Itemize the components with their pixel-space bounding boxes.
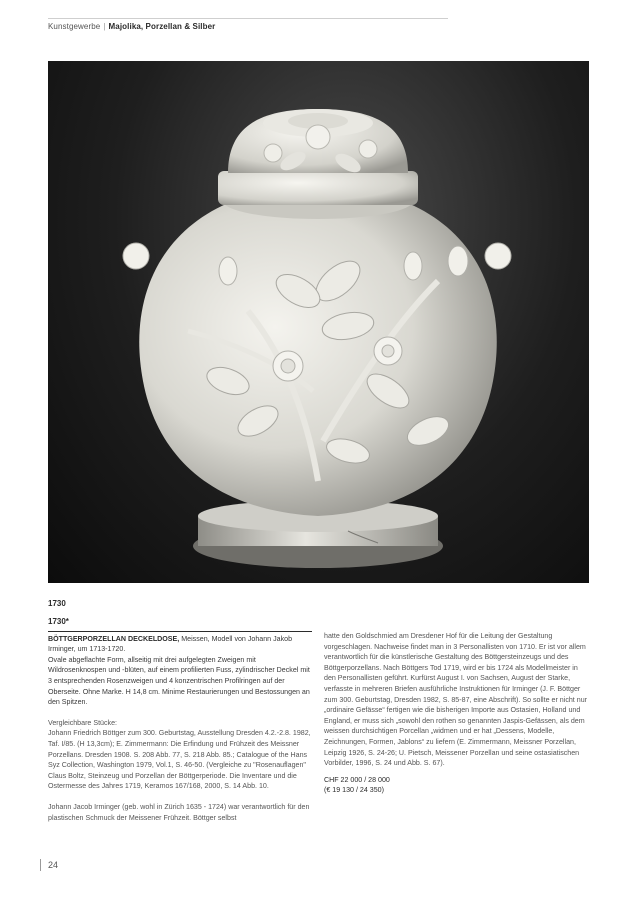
header-separator: |	[103, 22, 106, 31]
price-chf: CHF 22 000 / 28 000	[324, 775, 390, 784]
lot-title-rest: Meissen, Modell von Johann Jakob Irminger, um 1713-1720.	[48, 634, 293, 654]
footer-rule	[40, 859, 41, 871]
page-number: 24	[48, 860, 59, 870]
continued-text: hatte den Goldschmied am Dresdener Hof für die Leitung der Gestaltung vorgeschlagen. Nachweise findet man in 3 Personallisten von 1710. Er ist vor allem verantwortlich für die künstlerische Gestaltung des Böttgersteinzeugs und des Böttgerporzellans. Nach Böttgers Tod 1719, wird er bis 1724 als Modellmeister in den Personallisten geführt. Kurfürst August I. von Sachsen, August der Starke, verfasste in mehreren Briefen ausführliche Instruktionen für Irminger (J. F. Böttger zum 300. Geburtstag, Dresden 1982, S. 85-87, eine Abschrift). So sollte er nicht nur „ordinaire Gefässe“ fertigen wie die bisherigen Importe aus Ostasien, Holland und England, er muss sich „sowohl den rothen so genannten Jaspis-Gefässen, als dem weissen durchsichtigen Porcellan „widmen und er hat „Dessens, Modelle, Zeichnungen, Formen, Jablons“ zu liefern (E. Zimmermann, Meissner Porzellan, Leipzig 1926, S. 24-26; U. Pietsch, Meissener Porzellan und seine ostasiatischen Vorbilder, 1996, S. 24 und Abb. S. 67).	[324, 632, 588, 768]
header-rule	[48, 18, 448, 19]
page-header	[48, 22, 215, 31]
lot-text-left-column	[48, 617, 312, 823]
vase-image	[48, 61, 589, 583]
header-section: Majolika, Porzellan & Silber	[108, 22, 216, 31]
price-eur: (€ 19 130 / 24 350)	[324, 786, 384, 795]
comparable-text: Johann Friedrich Böttger zum 300. Geburtstag, Ausstellung Dresden 4.2.-2.8. 1982, Taf. I/85. (H 13,3cm); E. Zimmermann: Die Erfindung und Frühzeit des Meissner Porzellans. Dresden 1908. S. 208 Abb. 77, S. 218 Abb. 85.; Catalogue of the Hans Syz Collection, Washington 1979, Vol.1, S. 46-50. (Vergleiche zu "Rosenauflagen" Claus Boltz, Steinzeug und Porzellan der Böttgerperiode. Die Inventare und die Ostermesse des Jahres 1719, Keramos 167/168, 2000, S. 14 Abb. 10.	[48, 729, 311, 791]
comparable-heading: Vergleichbare Stücke:	[48, 718, 118, 727]
lot-title: BÖTTGERPORZELLAN DECKELDOSE,	[48, 634, 180, 643]
lot-text-right-column	[324, 631, 590, 796]
irminger-text: Johann Jacob Irminger (geb. wohl in Zürich 1635 - 1724) war verantwortlich für den plastischen Schmuck der Meissener Frühzeit. Böttger selbst	[48, 802, 310, 822]
lot-number: 1730	[48, 599, 66, 608]
lot-description: Ovale abgeflachte Form, allseitig mit drei aufgelegten Zweigen mit Wildrosenknospen und -blüten, auf einem profilierten Fuss, zylindrischer Deckel mit 3 entsprechenden Rosenzweigen und 4 konzentrischen Profilringen auf der Oberseite. Ohne Marke. H 14,8 cm. Minime Restaurierungen und Bestossungen an den Spitzen.	[48, 655, 310, 707]
header-category: Kunstgewerbe	[48, 22, 101, 31]
lot-title-line	[48, 631, 312, 655]
lot-reference: 1730*	[48, 617, 69, 626]
lot-photo	[48, 61, 589, 583]
